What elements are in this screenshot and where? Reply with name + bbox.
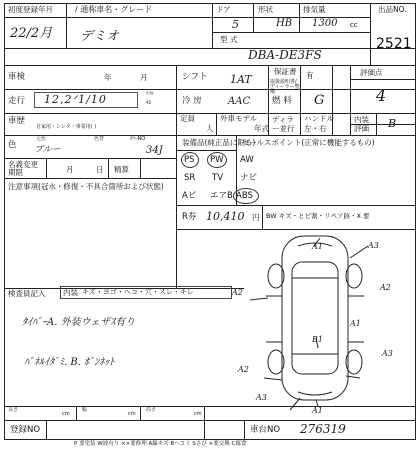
- displacement-unit: cc: [350, 21, 358, 29]
- history-sub: 自家用・レンタ・事業用( ): [36, 124, 97, 130]
- shaken-year: 年: [104, 73, 112, 82]
- mileage-value: 12,2ᐟ1/10: [44, 93, 107, 106]
- score-value: 4: [376, 86, 387, 105]
- damage-mark: A3: [382, 349, 393, 358]
- equip-airbag: エアB: [210, 191, 233, 201]
- r-label: R券: [182, 212, 197, 222]
- equip-abs: ABS: [236, 191, 253, 201]
- change-day: 日: [96, 165, 104, 174]
- damage-mark: A1: [312, 242, 323, 251]
- dealer-label: ディラー並行: [272, 115, 295, 133]
- color-label: 色: [8, 140, 17, 150]
- handle-value: 左・右: [304, 124, 327, 133]
- width-unit: cm: [128, 411, 136, 417]
- damage-legend: BW キズ・ヒビ割・リペア跡・X 要: [266, 212, 370, 220]
- notes-label: 注意事項(冠水・修復・不具合箇所および状態): [8, 182, 164, 191]
- chassis-value: 276319: [300, 422, 346, 436]
- damage-mark: A2: [380, 283, 391, 292]
- divider: [4, 406, 416, 407]
- first-reg-value: 22/2月: [10, 26, 53, 41]
- color-no-label: ｶﾗｰNO: [130, 136, 146, 142]
- ac-value: AAC: [228, 96, 251, 107]
- lot-number: 2521: [376, 36, 412, 52]
- divider: [244, 420, 245, 440]
- equip-aw: AW: [240, 155, 254, 165]
- shaken-month: 月: [140, 73, 148, 82]
- model-year-unit: 年式: [254, 124, 269, 133]
- width-label: 幅: [82, 407, 88, 413]
- fuel-value: G: [314, 93, 325, 108]
- shift-label: シフト: [182, 72, 208, 82]
- car-name-label: / 通称車名・グレード: [75, 5, 153, 14]
- damage-mark: A2: [232, 288, 243, 297]
- model-label: 型 式: [220, 35, 238, 44]
- mileage-label: 走行: [8, 96, 26, 106]
- damage-mark: A3: [368, 241, 379, 250]
- interior-label: 内装評価: [354, 115, 369, 133]
- equip-aircon: Aビ: [182, 191, 197, 201]
- damage-mark: A2: [238, 365, 249, 374]
- inspector-note-1: ﾀｲﾊﾟｰA. 外装ウェザｽ有り: [22, 317, 136, 328]
- length-label: 長さ: [8, 407, 19, 413]
- door-value: 5: [232, 18, 239, 31]
- model-year-label: 外車モデル: [220, 114, 258, 123]
- color-value: ブルー: [34, 145, 61, 155]
- equip-sr: SR: [184, 173, 196, 183]
- color-no-value: 34J: [146, 145, 163, 156]
- interior-head: 内装: [63, 288, 78, 297]
- r-unit: 円: [252, 213, 260, 222]
- color-change-label: 色替: [94, 136, 105, 142]
- r-value: 10,410: [206, 210, 245, 223]
- damage-mark: A1: [312, 406, 323, 415]
- capacity-label: 定員: [180, 114, 195, 123]
- warranty-mark: 有: [306, 71, 314, 80]
- shaken-label: 車検: [8, 72, 26, 82]
- first-reg-label: 初度登録年月: [8, 5, 53, 14]
- divider: [46, 420, 47, 440]
- lot-label: 出品NO.: [378, 5, 407, 14]
- length-unit: cm: [62, 411, 70, 417]
- door-label: ドア: [216, 5, 231, 14]
- score-label: 評価点: [360, 68, 383, 77]
- warranty-sub: 取扱説明書/ディーラー整備: [270, 79, 300, 95]
- car-cabin: [292, 262, 338, 374]
- ac-label: 冷 房: [182, 96, 202, 106]
- warranty-label: 保証書: [274, 67, 297, 76]
- divider: [204, 406, 205, 440]
- divider: [140, 406, 141, 420]
- mileage-unit-km: ｷﾛ: [146, 100, 152, 106]
- original-color-label: 元色: [36, 136, 47, 142]
- footer-legend: P 要塗装 W波有り ××要修理 A線キズ Bヘコミ Sさび ×要交換 C腐食: [74, 441, 247, 447]
- car-name-value: デミオ: [80, 29, 120, 44]
- equip-ps: PS: [184, 155, 195, 165]
- mileage-unit-mile: ﾏｲﾙ: [146, 91, 154, 97]
- inspector-label: 検査員記入: [8, 289, 46, 298]
- equip-navi: ナビ: [240, 173, 258, 183]
- displacement-value: 1300: [312, 18, 338, 29]
- equipment-title: 装備品(純正品に限る): [182, 138, 256, 147]
- damage-mark: A3: [256, 393, 267, 402]
- reg-no-label: 登録NO: [10, 425, 41, 435]
- interior-value: B: [388, 117, 397, 130]
- divider: [76, 406, 77, 420]
- capacity-unit: 人: [206, 124, 214, 133]
- displacement-label: 排気量: [303, 5, 326, 14]
- height-unit: cm: [194, 411, 202, 417]
- damage-mark: B1: [312, 335, 323, 344]
- inspector-note-2: ﾊﾟﾈﾙｲﾀﾞﾐ. B. ﾎﾞﾝﾈｯﾄ: [24, 357, 115, 368]
- height-label: 高さ: [146, 407, 157, 413]
- equip-tv: TV: [212, 173, 224, 183]
- divider: [4, 420, 416, 421]
- model-value: DBA-DE3FS: [248, 48, 322, 62]
- history-label: 車歴: [8, 116, 26, 126]
- settle-label: 精算: [114, 165, 129, 174]
- fuel-label: 燃 料: [272, 96, 292, 106]
- interior-items: キズ・ヨゴ・ヘコ・穴・スレ・キレ: [82, 288, 194, 296]
- handle-label: ハンドル: [304, 114, 334, 123]
- damage-mark: A1: [350, 319, 361, 328]
- name-change-label: 名義変更期限: [8, 160, 38, 178]
- chassis-label: 車台NO: [250, 425, 281, 435]
- shape-label: 形状: [258, 5, 273, 14]
- sales-point-label: セールスポイント(正常に機能するもの): [242, 138, 375, 147]
- equip-pw: PW: [210, 155, 224, 165]
- shape-value: HB: [276, 18, 293, 29]
- change-month: 月: [66, 165, 74, 174]
- shift-value: 1AT: [230, 73, 252, 86]
